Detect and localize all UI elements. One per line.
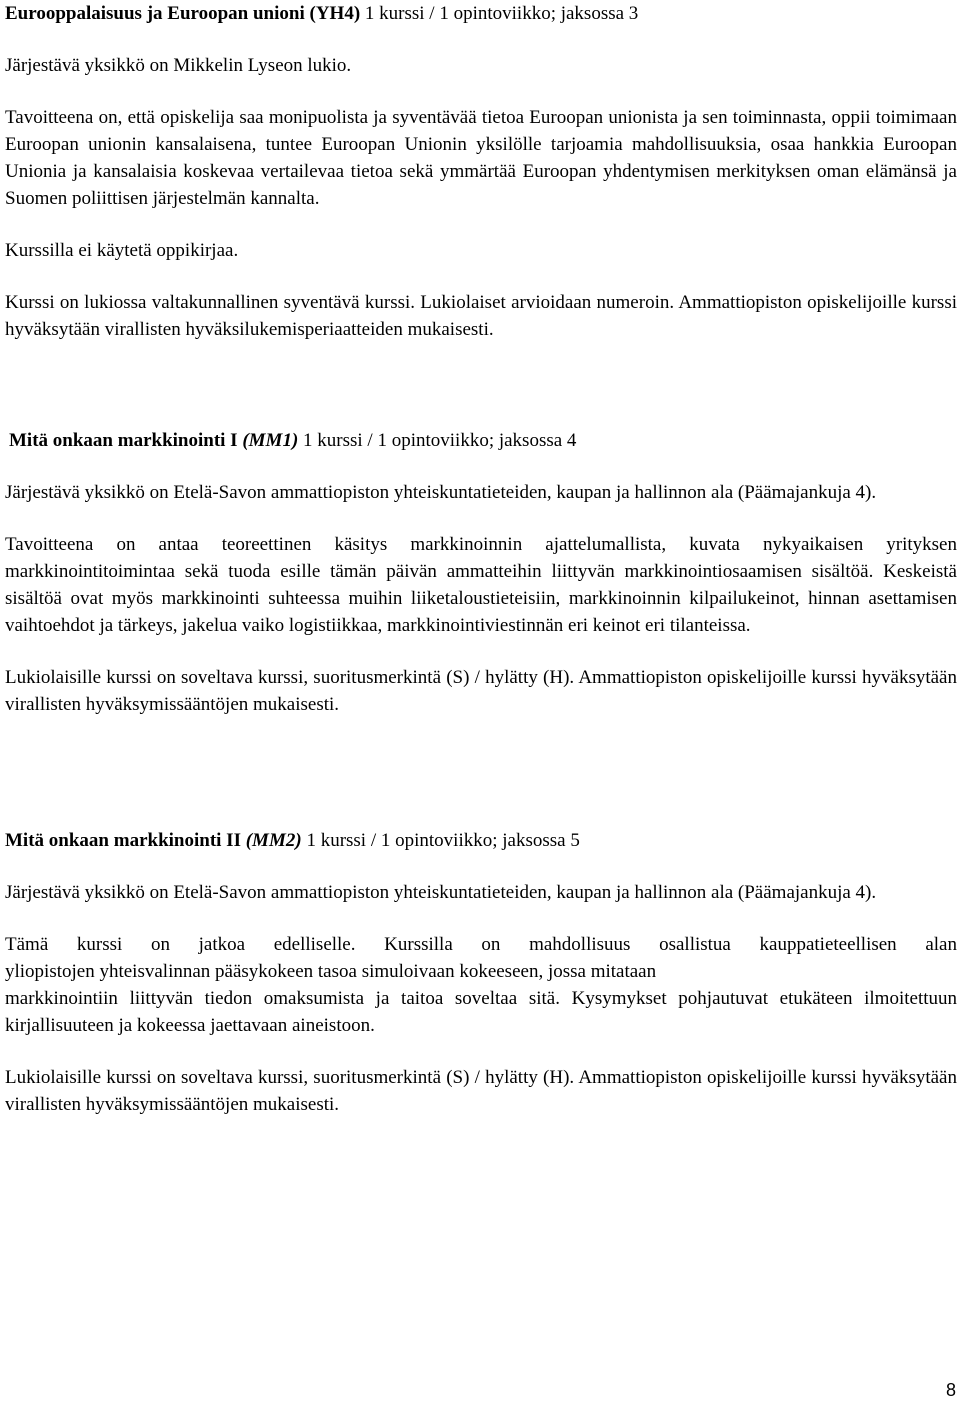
page-number: 8	[945, 1380, 956, 1400]
course-goal: Tavoitteena on antaa teoreettinen käsitys markkinoinnin ajattelumallista, kuvata nykyaikaisen yrityksen markkinointitoimintaa sekä tuoda esille tämän päivän ammatteihin liittyvän markkinointiosaamisen sisältöä. Keskeistä sisältöä ovat myös markkinointi suhteessa muihin liiketaloustieteisiin, markkinoinnin kilpailukeinot, hinnan asettamisen vaihtoehdot ja tärkeys, jakelua vaiko logistiikkaa, markkinointiviestinnän eri keinot eri tilanteissa.	[5, 534, 957, 636]
course-mm2	[5, 827, 957, 1118]
course-content-rest: markkinointiin liittyvän tiedon omaksumista ja taitoa soveltaa sitä. Kysymykset pohjautuvat etukäteen ilmoitettuun kirjallisuuteen ja kokeessa jaettavaan aineistoon.	[5, 988, 957, 1036]
course-title-code: (MM2)	[245, 830, 302, 851]
course-content-line: Tämä kurssi on jatkoa edelliselle. Kurssilla on mahdollisuus osallistua kauppatieteellisen alan	[5, 934, 957, 955]
course-goal: Tavoitteena on, että opiskelija saa monipuolista ja syventävää tietoa Euroopan unionista ja sen toiminnasta, oppii toimimaan Euroopan unionin kansalaisena, tuntee Euroopan Unionin yksilölle tarjoamia mahdollisuuksia, osaa hankkia Euroopan Unionia ja kansalaisia koskevaa vertailevaa tietoa sekä ymmärtää Euroopan yhdentymisen merkityksen oman elämänsä ja Suomen poliittisen järjestelmän kannalta.	[5, 107, 957, 209]
course-title-code: (MM1)	[242, 430, 299, 451]
course-assessment: Lukiolaisille kurssi on soveltava kurssi, suoritusmerkintä (S) / hylätty (H). Ammattiopiston opiskelijoille kurssi hyväksytään virallisten hyväksymissääntöjen mukaisesti.	[5, 667, 957, 715]
course-organizer: Järjestävä yksikkö on Etelä-Savon ammattiopiston yhteiskuntatieteiden, kaupan ja hallinnon ala (Päämajankuja 4).	[5, 482, 877, 503]
course-title-bold: Mitä onkaan markkinointi II	[5, 830, 241, 851]
course-organizer: Järjestävä yksikkö on Etelä-Savon ammattiopiston yhteiskuntatieteiden, kaupan ja hallinnon ala (Päämajankuja 4).	[5, 882, 877, 903]
course-title-bold: Eurooppalaisuus ja Euroopan unioni (YH4)	[5, 3, 361, 24]
course-content-line: yliopistojen yhteisvalinnan pääsykokeen tasoa simuloivaan kokeeseen, jossa mitataan	[5, 961, 657, 982]
course-title-details: 1 kurssi / 1 opintoviikko; jaksossa 3	[360, 3, 639, 24]
course-title-bold: Mitä onkaan markkinointi I	[9, 430, 238, 451]
course-title-details: 1 kurssi / 1 opintoviikko; jaksossa 5	[301, 830, 580, 851]
course-title-details: 1 kurssi / 1 opintoviikko; jaksossa 4	[298, 430, 577, 451]
course-yh4	[5, 0, 957, 343]
course-title	[5, 827, 957, 854]
course-organizer: Järjestävä yksikkö on Mikkelin Lyseon lukio.	[5, 55, 352, 76]
course-content	[5, 931, 957, 1039]
course-mm1	[5, 427, 957, 718]
course-title	[5, 0, 957, 27]
course-book: Kurssilla ei käytetä oppikirjaa.	[5, 240, 239, 261]
course-assessment: Lukiolaisille kurssi on soveltava kurssi, suoritusmerkintä (S) / hylätty (H). Ammattiopiston opiskelijoille kurssi hyväksytään virallisten hyväksymissääntöjen mukaisesti.	[5, 1067, 957, 1115]
course-title	[5, 427, 957, 454]
course-assessment: Kurssi on lukiossa valtakunnallinen syventävä kurssi. Lukiolaiset arvioidaan numeroin. Ammattiopiston opiskelijoille kurssi hyväksytään virallisten hyväksilukemisperiaatteiden mukaisesti.	[5, 292, 957, 340]
